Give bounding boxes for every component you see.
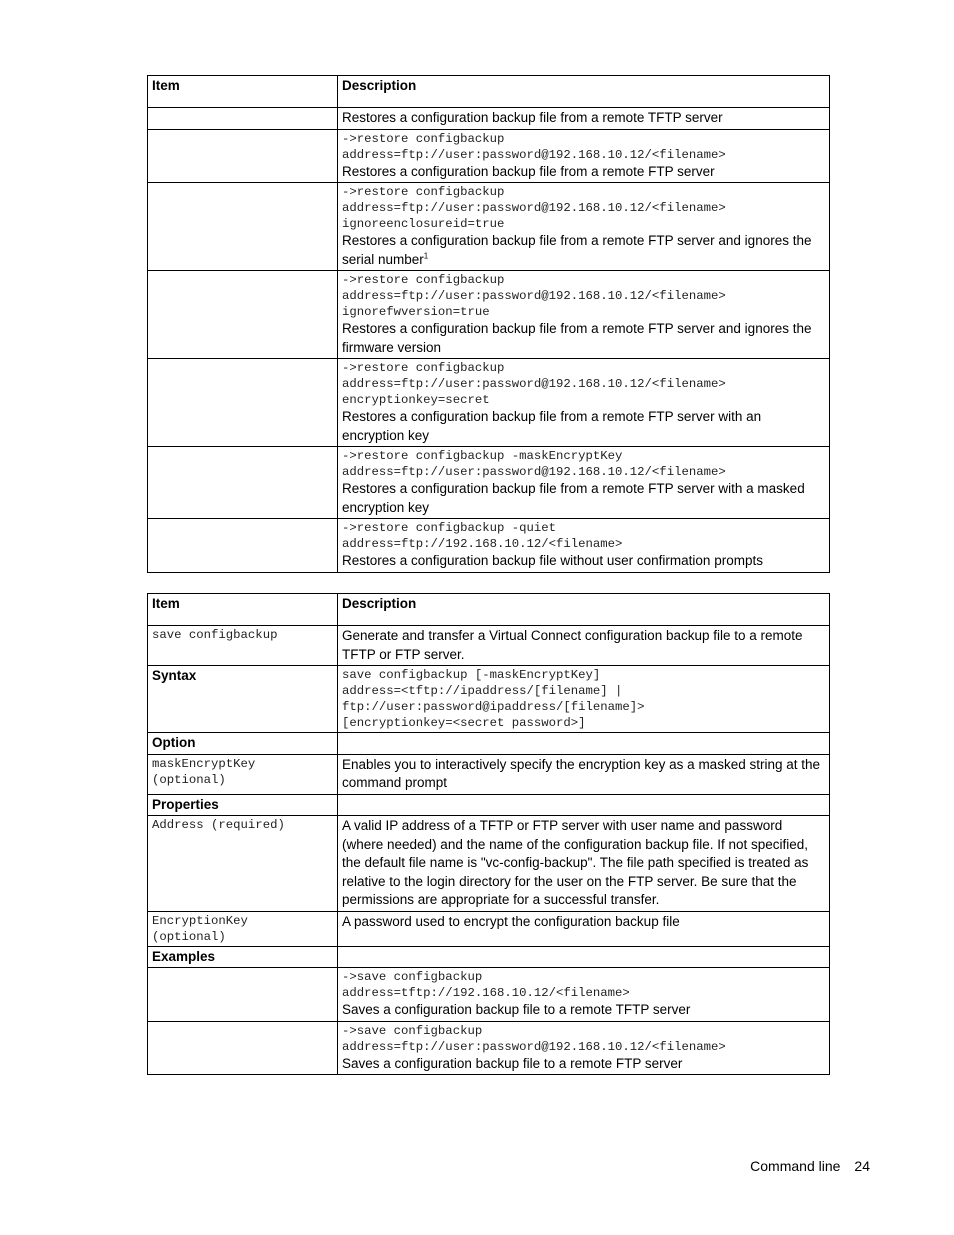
description-cell xyxy=(338,183,830,271)
table-row xyxy=(148,271,830,359)
option-description: Enables you to interactively specify the encryption key as a masked string at the command prompt xyxy=(342,756,820,790)
table-header-row xyxy=(148,76,830,108)
description-cell xyxy=(338,519,830,573)
item-header: Item xyxy=(148,76,338,108)
table-row xyxy=(148,754,830,794)
table-row xyxy=(148,108,830,130)
property-description: A valid IP address of a TFTP or FTP server with user name and password (where needed) and the name of the configuration backup file. If not specified, the default file name is "vc-config-backup". The file path specified is treated as relative to the login directory for the user on the FTP server. Be sure that the permissions are appropriate for a successful transfer. xyxy=(342,818,809,907)
page-number: 24 xyxy=(854,1158,870,1174)
property-name: EncryptionKey (optional) xyxy=(152,913,248,944)
row-description: Restores a configuration backup file without user confirmation prompts xyxy=(342,553,763,568)
table-row xyxy=(148,911,830,946)
description-cell xyxy=(338,129,830,183)
item-cell xyxy=(148,816,338,912)
example-command: ->save configbackup address=tftp://192.168.10.12/<filename> xyxy=(342,970,630,1000)
table-row xyxy=(148,359,830,447)
row-description: Restores a configuration backup file from a remote FTP server and ignores the firmware version xyxy=(342,321,812,355)
description-cell xyxy=(338,359,830,447)
description-cell xyxy=(338,911,830,946)
row-description: Restores a configuration backup file from a remote FTP server with an encryption key xyxy=(342,409,762,443)
description-cell xyxy=(338,271,830,359)
description-cell xyxy=(338,1021,830,1075)
empty-cell xyxy=(338,794,830,816)
row-description: Restores a configuration backup file from a remote FTP server and ignores the serial number xyxy=(342,233,812,267)
item-cell xyxy=(148,626,338,666)
footer-section-title: Command line xyxy=(750,1158,841,1174)
example-command: ->restore configbackup -quiet address=ftp://192.168.10.12/<filename> xyxy=(342,521,623,551)
page-footer xyxy=(750,1158,870,1174)
option-name: maskEncryptKey (optional) xyxy=(152,756,256,787)
table-row xyxy=(148,666,830,733)
row-description: Restores a configuration backup file from a remote TFTP server xyxy=(342,110,723,125)
table-row xyxy=(148,519,830,573)
description-cell xyxy=(338,108,830,130)
empty-cell xyxy=(338,946,830,968)
table-row xyxy=(148,129,830,183)
item-cell xyxy=(148,447,338,519)
example-description: Saves a configuration backup file to a remote FTP server xyxy=(342,1055,683,1071)
item-cell xyxy=(148,519,338,573)
table-row xyxy=(148,816,830,912)
table-section-row xyxy=(148,733,830,755)
item-cell xyxy=(148,911,338,946)
description-cell xyxy=(338,968,830,1022)
description-cell xyxy=(338,816,830,912)
command-description: Generate and transfer a Virtual Connect configuration backup file to a remote TFTP or FTP server. xyxy=(342,628,803,662)
table-row xyxy=(148,968,830,1022)
property-description: A password used to encrypt the configuration backup file xyxy=(342,913,680,929)
example-command: ->restore configbackup address=ftp://user:password@192.168.10.12/<filename> encryptionkey=secret xyxy=(342,361,726,407)
item-cell xyxy=(148,183,338,271)
row-description: Restores a configuration backup file from a remote FTP server xyxy=(342,163,715,179)
syntax-label: Syntax xyxy=(148,666,338,733)
description-header: Description xyxy=(338,594,830,626)
table-section-row xyxy=(148,946,830,968)
table-row xyxy=(148,447,830,519)
description-cell xyxy=(338,447,830,519)
example-command: ->restore configbackup -maskEncryptKey address=ftp://user:password@192.168.10.12/<filename> xyxy=(342,449,726,479)
item-cell xyxy=(148,1021,338,1075)
item-cell xyxy=(148,271,338,359)
table-row xyxy=(148,1021,830,1075)
table-header-row xyxy=(148,594,830,626)
example-command: ->restore configbackup address=ftp://user:password@192.168.10.12/<filename> ignoreenclosureid=true xyxy=(342,185,726,231)
row-description: Restores a configuration backup file from a remote FTP server with a masked encryption key xyxy=(342,481,805,515)
description-cell xyxy=(338,626,830,666)
table-row xyxy=(148,183,830,271)
item-cell xyxy=(148,359,338,447)
item-cell xyxy=(148,968,338,1022)
description-cell xyxy=(338,666,830,733)
example-command: ->restore configbackup address=ftp://user:password@192.168.10.12/<filename> xyxy=(342,131,726,162)
footnote-marker: 1 xyxy=(423,251,429,260)
example-command: ->restore configbackup address=ftp://user:password@192.168.10.12/<filename> ignorefwversion=true xyxy=(342,273,726,319)
restore-configbackup-table xyxy=(147,75,830,573)
item-cell xyxy=(148,129,338,183)
option-label: Option xyxy=(148,733,338,755)
table-section-row xyxy=(148,794,830,816)
property-name: Address (required) xyxy=(152,818,285,832)
example-command: ->save configbackup address=ftp://user:password@192.168.10.12/<filename> xyxy=(342,1023,726,1054)
properties-label: Properties xyxy=(148,794,338,816)
examples-label: Examples xyxy=(148,946,338,968)
item-header: Item xyxy=(148,594,338,626)
table-row xyxy=(148,626,830,666)
empty-cell xyxy=(338,733,830,755)
save-configbackup-table xyxy=(147,593,830,1075)
description-header: Description xyxy=(338,76,830,108)
item-cell xyxy=(148,754,338,794)
row-description-wrap xyxy=(342,232,825,269)
item-cell xyxy=(148,108,338,130)
command-name: save configbackup xyxy=(152,628,278,642)
example-description: Saves a configuration backup file to a remote TFTP server xyxy=(342,1002,691,1017)
syntax-value: save configbackup [-maskEncryptKey] address=<tftp://ipaddress/[filename] | ftp://user:password@ipaddress/[filename]> [encryptionkey=<secret password>] xyxy=(342,668,645,730)
description-cell xyxy=(338,754,830,794)
